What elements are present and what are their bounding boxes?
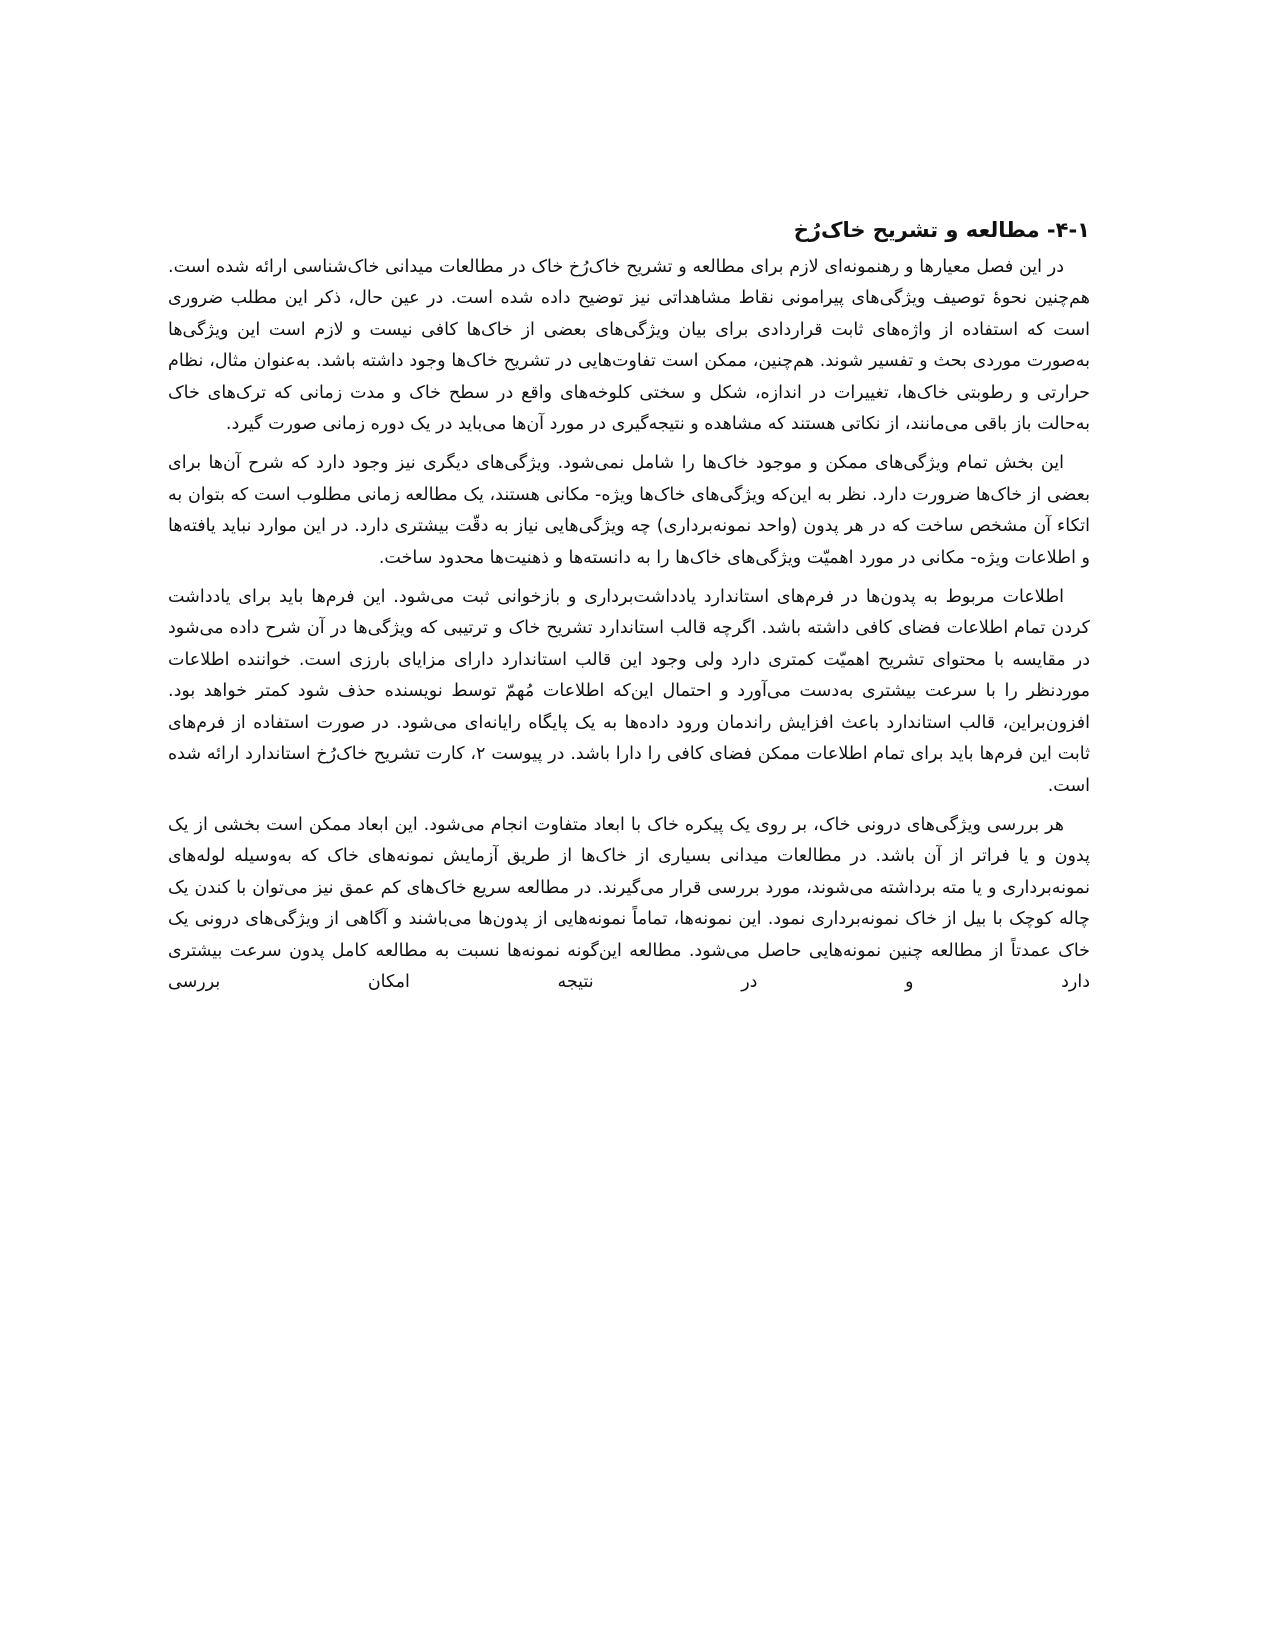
paragraph-2: این بخش تمام ویژگی‌های ممکن و موجود خاک‌ها را شامل نمی‌شود. ویژگی‌های دیگری نیز وجود دارد که شرح آن‌ها برای بعضی از خاک‌ها ضرورت دارد. نظر به این‌که ویژگی‌های خاک‌ها ویژه- مکانی هستند، یک مطالعه زمانی مطلوب است که بتوان به اتکاء آن مشخص ساخت که در هر پدون (واحد نمونه‌برداری) چه ویژگی‌هایی نیاز به دقّت بیشتری دارد. در این موارد نباید یافته‌ها و اطلاعات ویژه- مکانی در مورد اهمیّت ویژگی‌های خاک‌ها را به دانسته‌ها و ذهنیت‌ها محدود ساخت.: [168, 453, 1090, 568]
section-heading: ۴-۱- مطالعه و تشریح خاک‌رُخ: [793, 218, 1090, 242]
paragraph-4: هر بررسی ویژگی‌های درونی خاک، بر روی یک پیکره خاک با ابعاد متفاوت انجام می‌شود. این ابعاد ممکن است بخشی از یک پدون و یا فراتر از آن باشد. در مطالعات میدانی بسیاری از خاک‌ها از طریق آزمایش نمونه‌های خاک که به‌وسیله لوله‌های نمونه‌برداری و یا مته برداشته می‌شوند، مورد بررسی قرار می‌گیرند. در مطالعه سریع خاک‌های کم عمق نیز می‌توان با کندن یک چاله کوچک با بیل از خاک نمونه‌برداری نمود. این نمونه‌ها، تماماً نمونه‌هایی از پدون‌ها می‌باشند و آگاهی از ویژگی‌های درونی یک خاک عمدتاً از مطالعه چنین نمونه‌هایی حاصل می‌شود. مطالعه این‌گونه نمونه‌ها نسبت به مطالعه کامل پدون سرعت بیشتری دارد و در نتیجه امکان بررسی: [168, 814, 1090, 992]
paragraph-3: اطلاعات مربوط به پدون‌ها در فرم‌های استاندارد یادداشت‌برداری و بازخوانی ثبت می‌شود. این فرم‌ها باید برای یادداشت کردن تمام اطلاعات فضای کافی داشته باشد. اگرچه قالب استاندارد تشریح خاک و ترتیبی که ویژگی‌ها در آن شرح داده می‌شود در مقایسه با محتوای تشریح اهمیّت کمتری دارد ولی وجود این قالب استاندارد دارای مزایای بارزی است. خواننده اطلاعات موردنظر را با سرعت بیشتری به‌دست می‌آورد و احتمال این‌که اطلاعات مُهمّ توسط نویسنده حذف شود کمتر خواهد بود. افزون‌براین، قالب استاندارد باعث افزایش راندمان ورود داده‌ها به یک پایگاه رایانه‌ای می‌شود. در صورت استفاده از فرم‌های ثابت این فرم‌ها باید برای تمام اطلاعات ممکن فضای کافی را دارا باشد. در پیوست ۲، کارت تشریح خاک‌رُخ استاندارد ارائه شده است.: [168, 587, 1090, 796]
paragraph-1: در این فصل معیارها و رهنمونه‌ای لازم برای مطالعه و تشریح خاک‌رُخ خاک در مطالعات میدانی خاک‌شناسی ارائه شده است. هم‌چنین نحوهٔ توصیف ویژگی‌های پیرامونی نقاط مشاهداتی نیز توضیح داده شده است. در عین حال، ذکر این مطلب ضروری است که استفاده از واژه‌های ثابت قراردادی برای بیان ویژگی‌های بعضی از خاک‌ها کافی نیست و لازم است این ویژگی‌ها به‌صورت موردی بحث و تفسیر شوند. هم‌چنین، ممکن است تفاوت‌هایی در تشریح خاک‌ها وجود داشته باشد. به‌عنوان مثال، نظام حرارتی و رطوبتی خاک‌ها، تغییرات در اندازه، شکل و سختی کلوخه‌های واقع در سطح خاک و مدت زمانی که ترک‌های خاک به‌حالت باز باقی می‌مانند، از نکاتی هستند که مشاهده و نتیجه‌گیری در مورد آن‌ها می‌باید در یک دوره زمانی صورت گیرد.: [168, 257, 1090, 435]
page-content: [168, 212, 1090, 1006]
